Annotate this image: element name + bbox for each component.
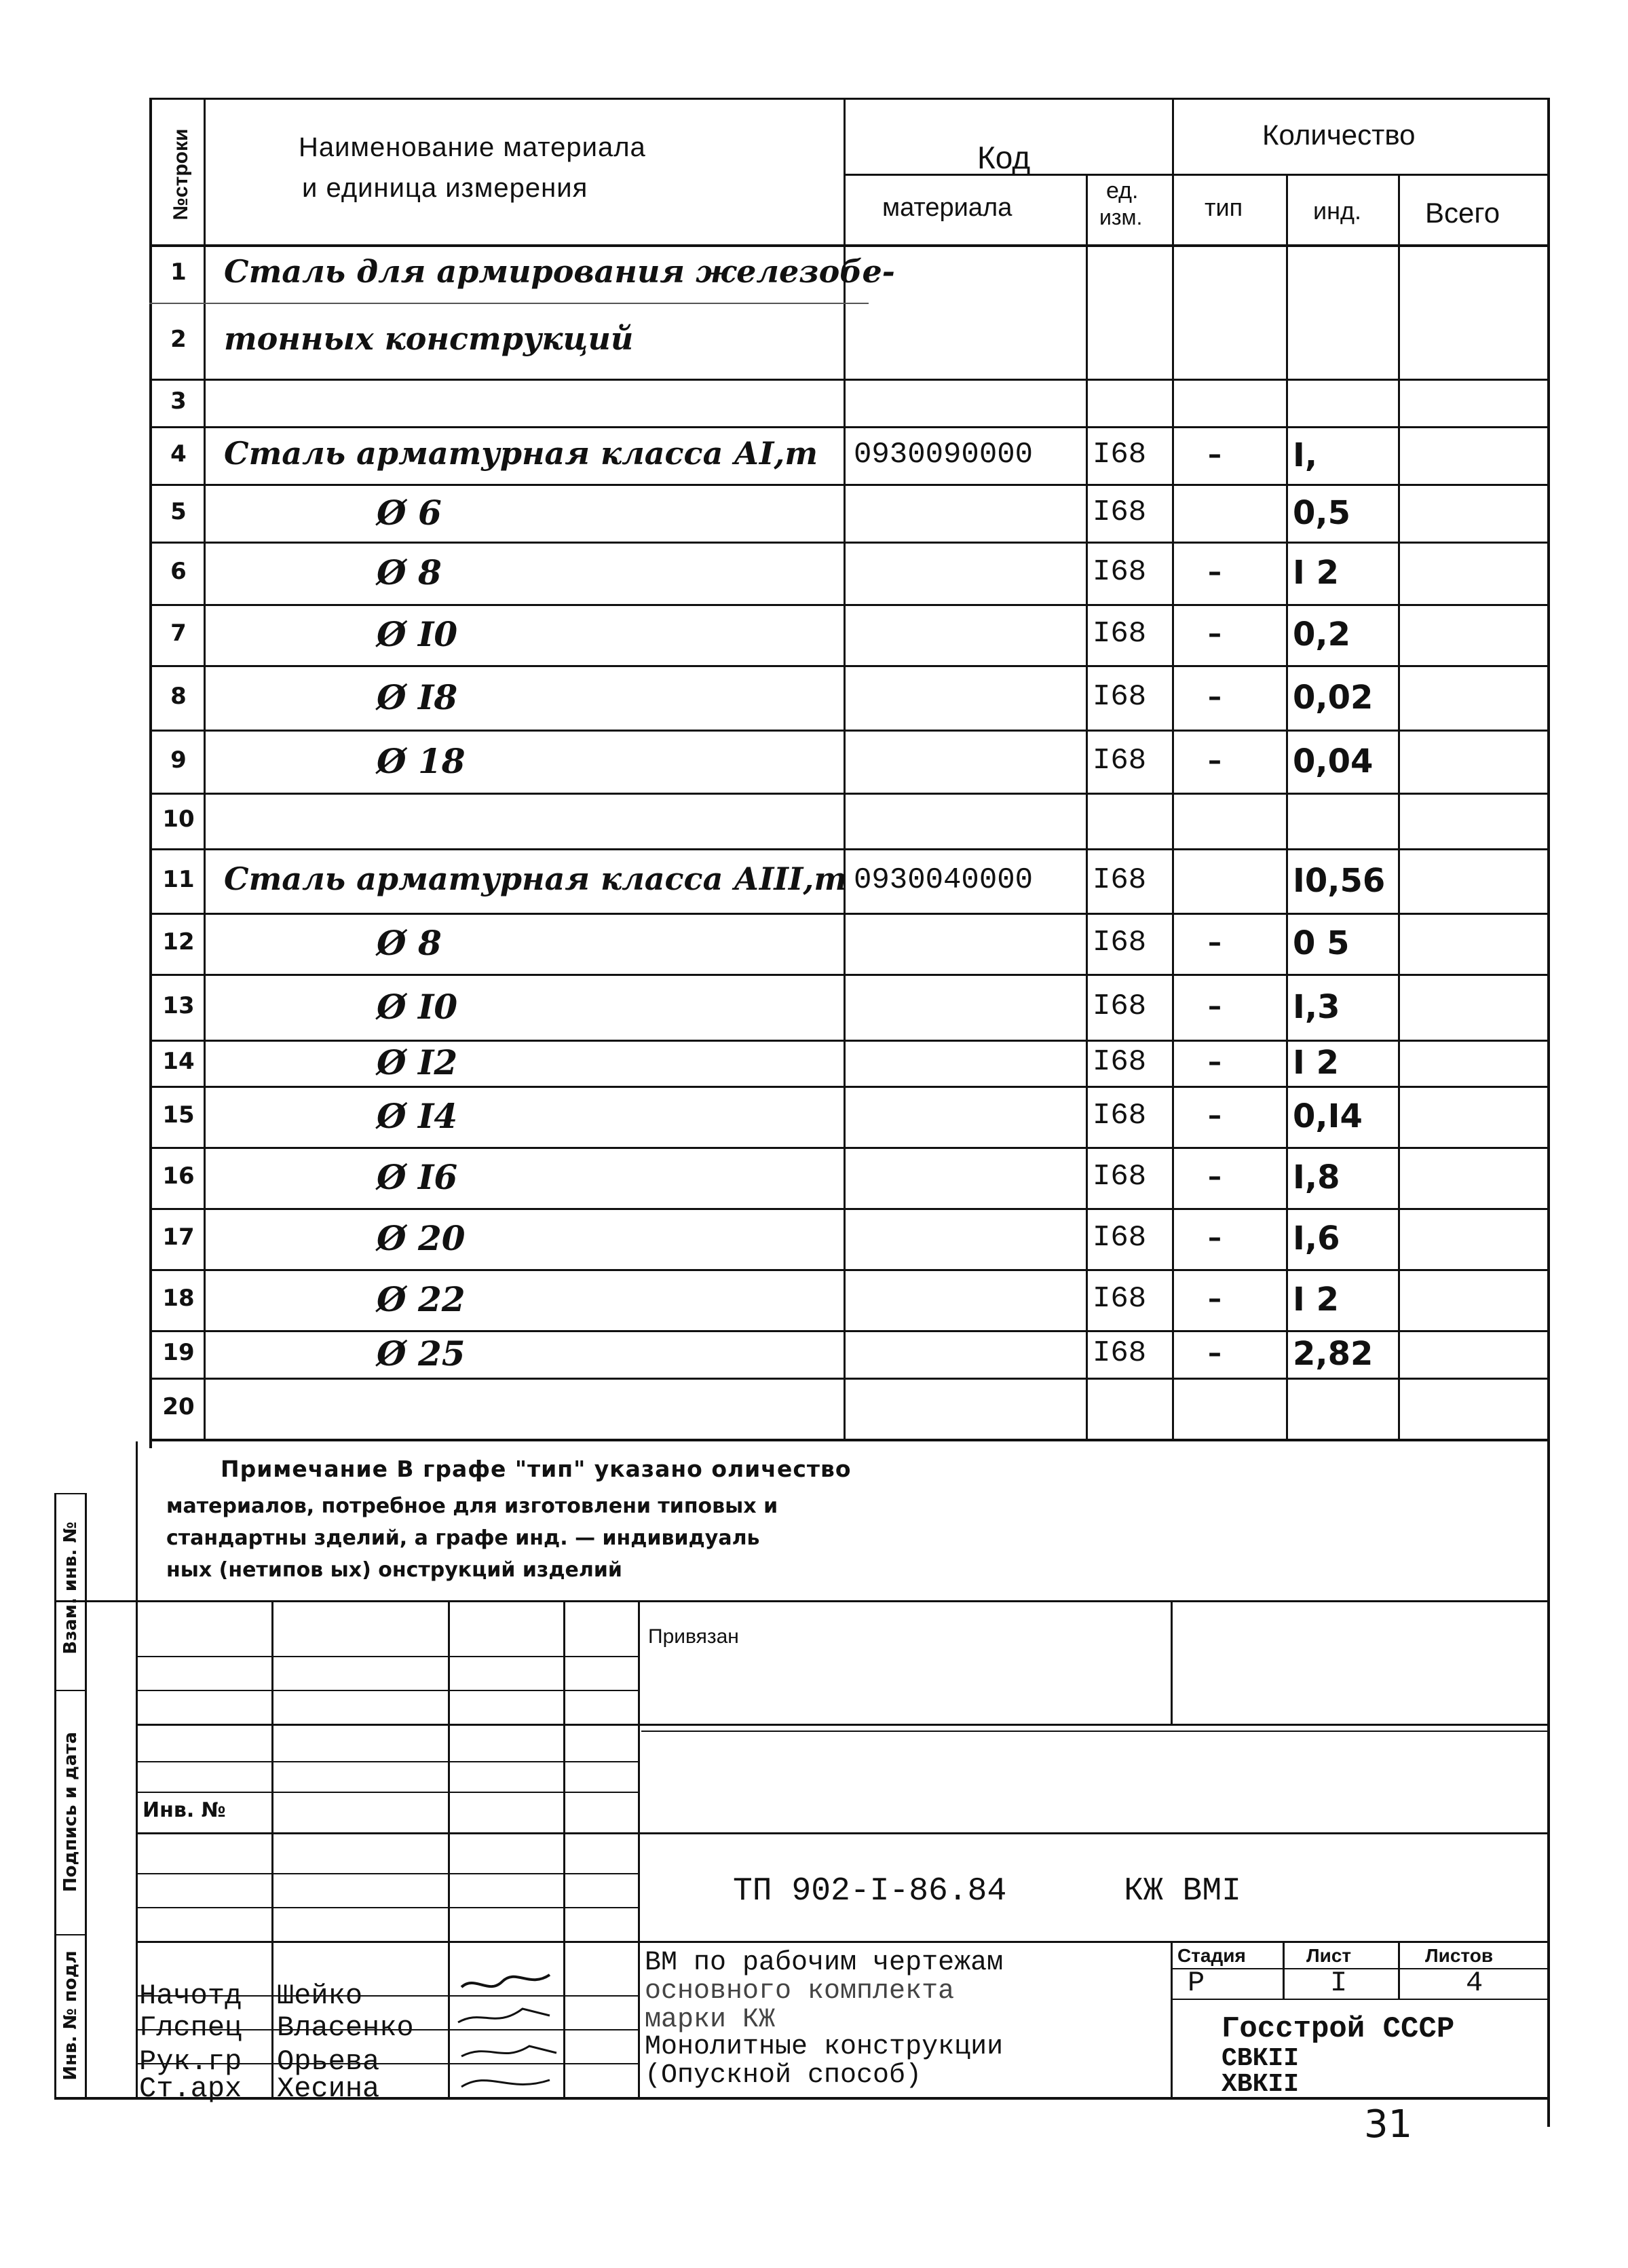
- row-number: 19: [162, 1339, 195, 1366]
- row-number: 17: [162, 1224, 195, 1251]
- stage-value: Р: [1188, 1967, 1205, 1999]
- ind-qty: 0,04: [1293, 742, 1374, 780]
- signer-role: Ст.арх: [139, 2073, 242, 2105]
- row-number-header: №строки: [170, 128, 192, 221]
- type-qty: –: [1208, 438, 1222, 470]
- type-qty: –: [1208, 990, 1222, 1022]
- material-name: Ø 18: [377, 740, 466, 781]
- sheets-label: Листов: [1425, 1945, 1494, 1966]
- page-number: 31: [1364, 2102, 1413, 2147]
- signer-name: Хесина: [277, 2073, 380, 2105]
- type-header: тип: [1205, 193, 1243, 221]
- ind-qty: 0,02: [1293, 678, 1374, 717]
- title-line: Монолитные конструкции: [645, 2032, 1004, 2062]
- unit-code: I68: [1093, 926, 1147, 960]
- organization-line: ХВКII: [1222, 2070, 1300, 2099]
- note-line: стандартны зделий, а графе инд. — индивидуаль: [166, 1526, 760, 1550]
- type-qty: –: [1208, 1283, 1222, 1315]
- material-name: Ø I0: [377, 614, 458, 654]
- material-code-header: материала: [882, 193, 1012, 222]
- name-header-line1: Наименование материала: [299, 132, 646, 162]
- row-number: 2: [170, 326, 187, 353]
- signer-role: Глспец: [139, 2011, 242, 2044]
- sheets-value: 4: [1466, 1967, 1483, 1999]
- type-qty: –: [1208, 618, 1222, 649]
- material-name: Ø 8: [377, 552, 442, 592]
- row-number: 11: [162, 865, 195, 893]
- side-label-vzam: Взам. инв. №: [60, 1522, 81, 1655]
- title-line: ВМ по рабочим чертежам: [645, 1948, 1004, 1978]
- row-number: 12: [162, 928, 195, 956]
- title-line: (Опускной способ): [645, 2060, 922, 2091]
- unit-code: I68: [1093, 1099, 1147, 1133]
- ind-qty: I 2: [1293, 1281, 1339, 1319]
- name-header-line2: и единица измерения: [302, 173, 588, 203]
- row-number: 6: [170, 558, 187, 585]
- type-qty: –: [1208, 1338, 1222, 1369]
- title-line: основного комплекта: [645, 1976, 955, 2007]
- unit-code: I68: [1093, 1160, 1147, 1194]
- signer-name: Орьева: [277, 2045, 380, 2078]
- row-number: 10: [162, 806, 195, 833]
- unit-header-line1: ед.: [1106, 178, 1139, 204]
- organization-line: СВКII: [1222, 2044, 1300, 2073]
- type-qty: –: [1208, 927, 1222, 958]
- row-number: 8: [170, 682, 187, 710]
- row-number: 13: [162, 991, 195, 1019]
- material-name: Ø I4: [377, 1096, 458, 1136]
- type-qty: –: [1208, 744, 1222, 776]
- ind-qty: I,3: [1293, 987, 1340, 1026]
- signer-role: Начотд: [139, 1980, 242, 2012]
- unit-code: I68: [1093, 1282, 1147, 1316]
- ind-qty: I,6: [1293, 1220, 1340, 1258]
- note-block: [166, 1456, 1116, 1582]
- row-number: 3: [170, 388, 187, 415]
- unit-code: I68: [1093, 437, 1147, 472]
- unit-header-line2: изм.: [1099, 205, 1143, 229]
- unit-code: I68: [1093, 1221, 1147, 1255]
- sheet-value: I: [1330, 1967, 1348, 1999]
- row-number: 20: [162, 1393, 195, 1420]
- sheet-label: Лист: [1306, 1945, 1352, 1966]
- ind-qty: 0,I4: [1293, 1097, 1363, 1135]
- material-name: тонных конструкций: [224, 320, 634, 357]
- inv-number-label: Инв. №: [143, 1798, 226, 1822]
- material-name: Ø I2: [377, 1042, 458, 1082]
- organization-line: Госстрой СССР: [1222, 2012, 1455, 2046]
- type-qty: –: [1208, 556, 1222, 588]
- code-header: Код: [977, 140, 1031, 175]
- material-name: Ø 8: [377, 923, 442, 963]
- quantity-header: Количество: [1262, 119, 1416, 151]
- note-line: ных (нетипов ых) онструкций изделий: [166, 1558, 622, 1582]
- unit-code: I68: [1093, 617, 1147, 651]
- unit-code: I68: [1093, 679, 1147, 714]
- unit-code: I68: [1093, 989, 1147, 1023]
- material-name: Ø 22: [377, 1279, 466, 1319]
- type-qty: –: [1208, 681, 1222, 713]
- ind-qty: I,: [1293, 436, 1318, 474]
- row-number: 4: [170, 440, 187, 468]
- signer-name: Шейко: [277, 1980, 363, 2012]
- unit-code: I68: [1093, 1045, 1147, 1079]
- material-name: Ø 25: [377, 1334, 466, 1374]
- row-number: 5: [170, 497, 187, 525]
- type-qty: –: [1208, 1161, 1222, 1192]
- material-name: Ø I8: [377, 677, 458, 717]
- row-number: 16: [162, 1163, 195, 1190]
- material-name: Ø I0: [377, 986, 458, 1027]
- type-qty: –: [1208, 1100, 1222, 1131]
- type-qty: –: [1208, 1046, 1222, 1078]
- ind-qty: I,8: [1293, 1158, 1340, 1196]
- side-label-inv-podl: Инв. № подл: [60, 1950, 81, 2081]
- total-header: Всего: [1425, 197, 1500, 229]
- material-name: Сталь арматурная класса АIII,т: [224, 860, 848, 897]
- material-name: Ø 6: [377, 492, 442, 533]
- unit-code: I68: [1093, 743, 1147, 778]
- material-name: Сталь арматурная класса АI,т: [224, 434, 818, 472]
- material-code: 0930040000: [854, 863, 1034, 897]
- material-code: 0930090000: [854, 437, 1034, 472]
- ind-header: инд.: [1313, 197, 1361, 225]
- unit-code: I68: [1093, 555, 1147, 589]
- signer-role: Рук.гр: [139, 2045, 242, 2078]
- row-number: 1: [170, 259, 187, 286]
- ind-qty: 0,5: [1293, 493, 1351, 532]
- unit-code: I68: [1093, 495, 1147, 529]
- ind-qty: I0,56: [1293, 861, 1386, 900]
- ind-qty: 0 5: [1293, 924, 1350, 962]
- row-number: 18: [162, 1285, 195, 1312]
- signatures: [448, 1968, 563, 2097]
- unit-code: I68: [1093, 1336, 1147, 1370]
- row-number: 7: [170, 620, 187, 647]
- material-name: Ø I6: [377, 1157, 458, 1197]
- side-label-podpis: Подпись и дата: [60, 1731, 81, 1893]
- stage-label: Стадия: [1177, 1945, 1246, 1966]
- unit-code: I68: [1093, 863, 1147, 897]
- ind-qty: I 2: [1293, 1044, 1339, 1082]
- type-qty: –: [1208, 1222, 1222, 1253]
- ind-qty: 0,2: [1293, 616, 1351, 654]
- row-number: 9: [170, 746, 187, 774]
- material-name: Сталь для армирования железобе-: [224, 253, 895, 290]
- title-line: марки КЖ: [645, 2005, 776, 2035]
- material-name: Ø 20: [377, 1218, 466, 1258]
- document-code: ТП 902-I-86.84 КЖ ВМI: [733, 1873, 1241, 1910]
- row-number: 14: [162, 1048, 195, 1075]
- ind-qty: 2,82: [1293, 1335, 1374, 1373]
- row-number: 15: [162, 1101, 195, 1129]
- note-line: материалов, потребное для изготовлени типовых и: [166, 1494, 778, 1518]
- privyazan-label: Привязан: [648, 1625, 739, 1648]
- ind-qty: I 2: [1293, 554, 1339, 592]
- signer-name: Власенко: [277, 2011, 414, 2044]
- note-line: Примечание В графе "тип" указано оличество: [221, 1456, 852, 1482]
